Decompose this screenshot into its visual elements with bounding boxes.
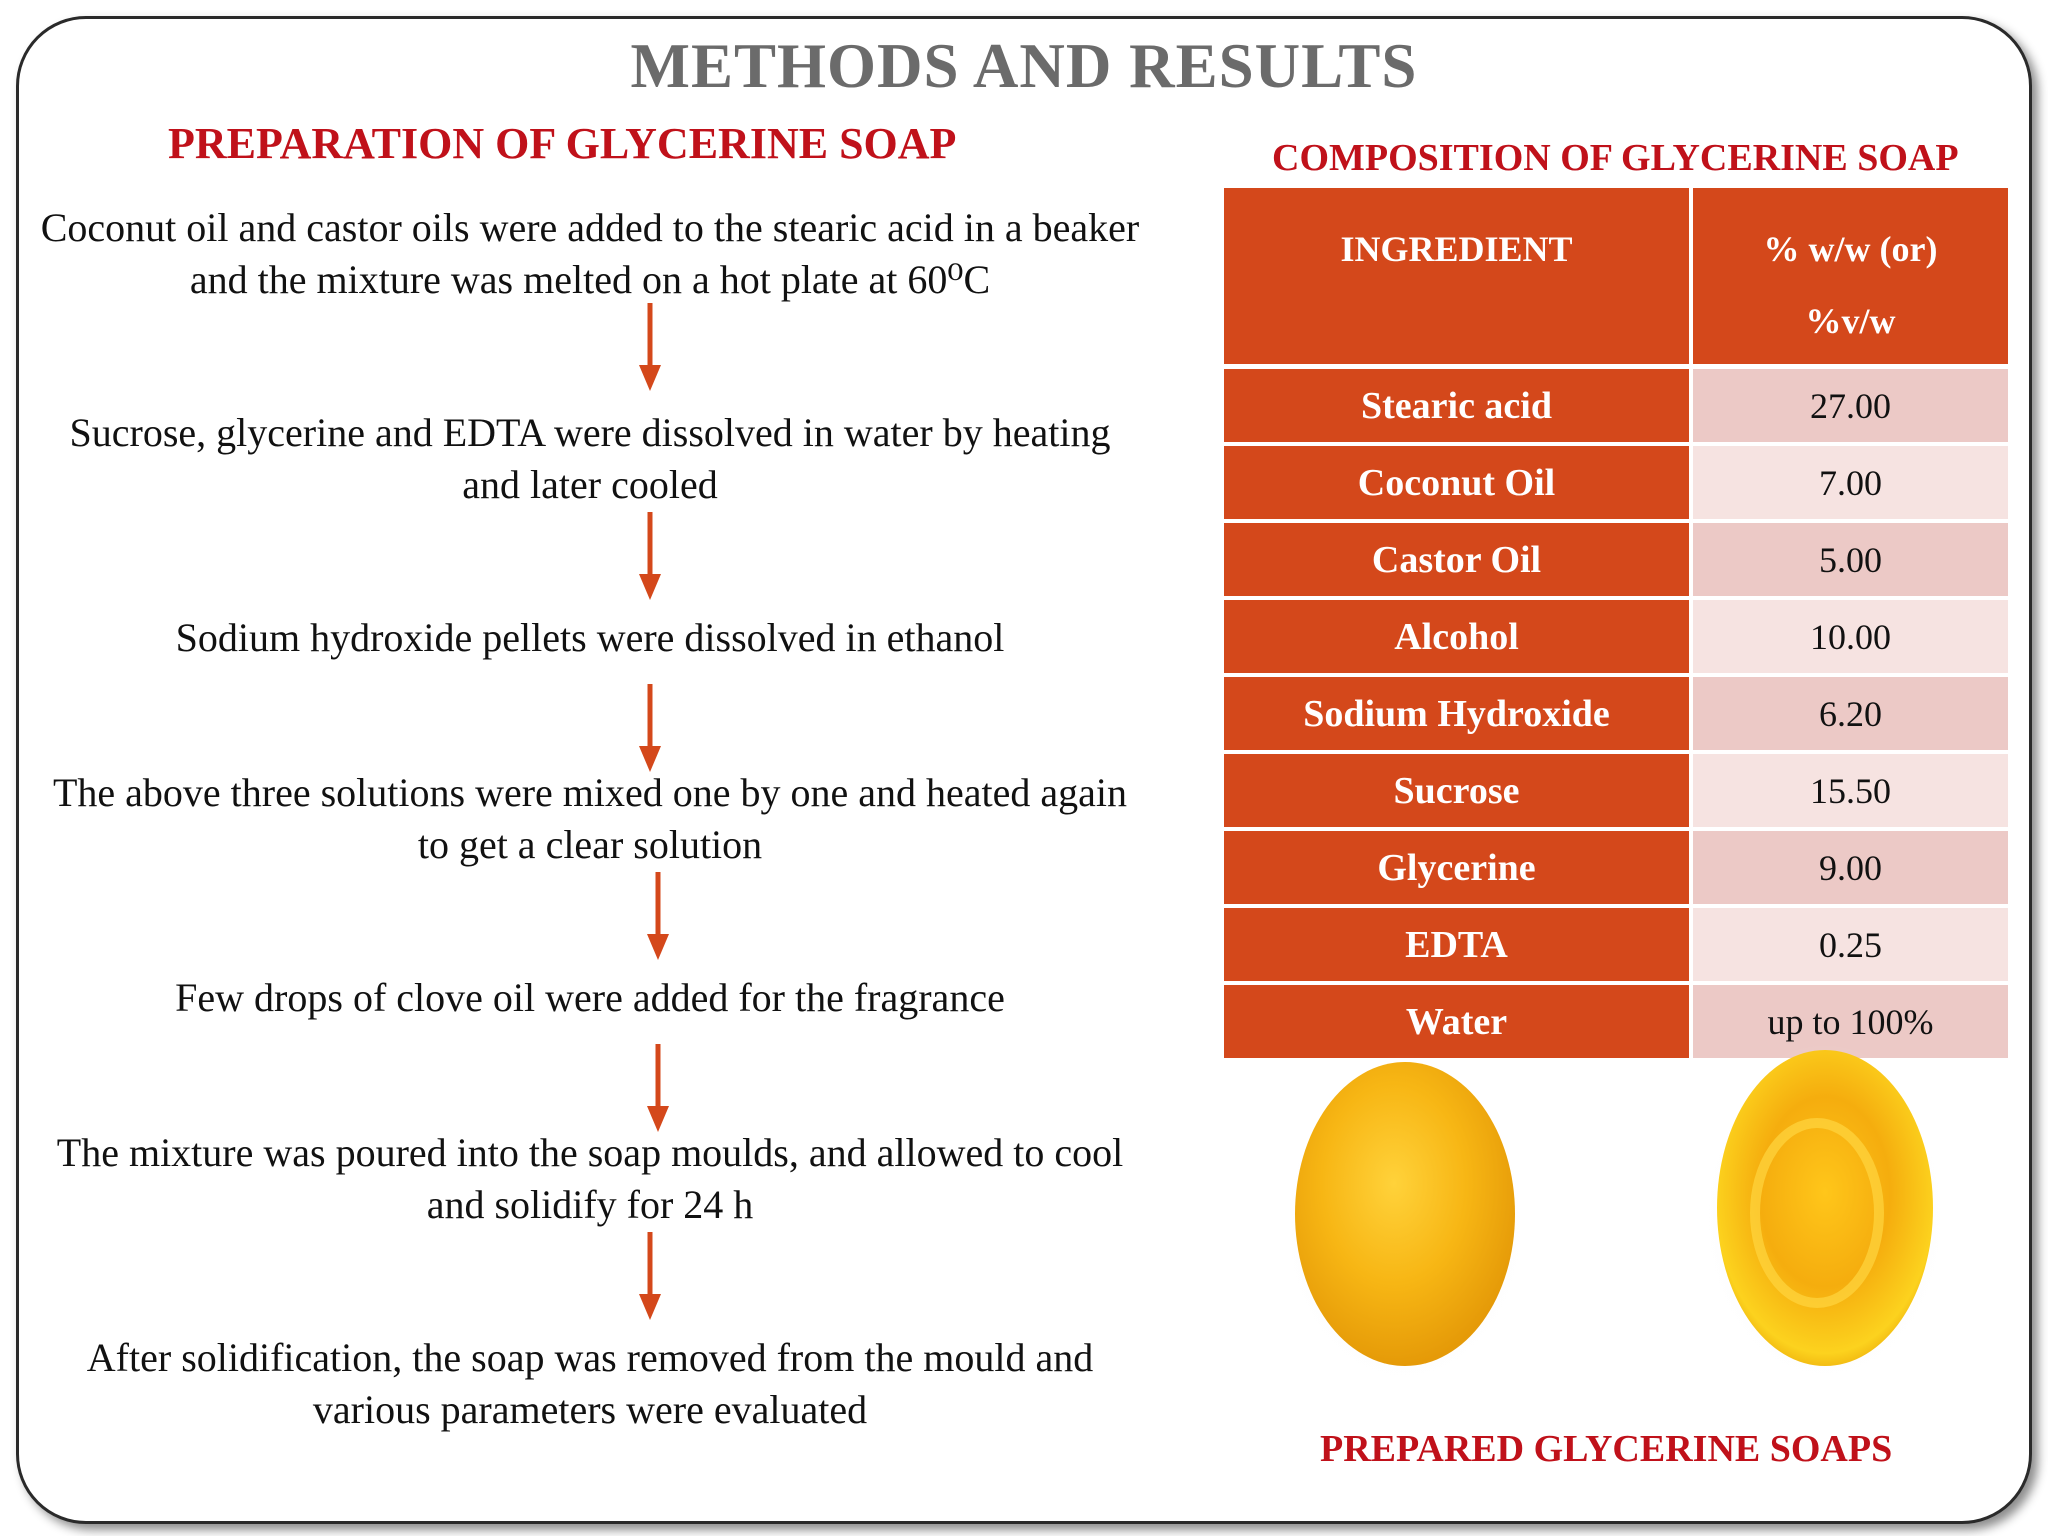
down-arrow-icon: [635, 684, 665, 774]
table-row: [1224, 829, 2008, 906]
ingredient-cell: EDTA: [1224, 906, 1691, 983]
ingredient-cell: Sucrose: [1224, 752, 1691, 829]
down-arrow-icon: [643, 872, 673, 962]
table-row: [1224, 675, 2008, 752]
down-arrow-icon: [635, 512, 665, 602]
flow-step-2: Sucrose, glycerine and EDTA were dissolved in water by heating and later cooled: [69, 410, 1111, 507]
value-cell: 15.50: [1691, 752, 2008, 829]
flow-step-6: The mixture was poured into the soap moulds, and allowed to cool and solidify for 24 h: [56, 1130, 1124, 1227]
table-row: [1224, 906, 2008, 983]
ingredient-cell: Glycerine: [1224, 829, 1691, 906]
value-cell: up to 100%: [1691, 983, 2008, 1060]
column-header-line-2: %v/w: [1805, 301, 1896, 341]
down-arrow-icon: [635, 303, 665, 393]
value-cell: 10.00: [1691, 598, 2008, 675]
ingredient-cell: Castor Oil: [1224, 521, 1691, 598]
soaps-photo: [1205, 1008, 2025, 1408]
ingredient-cell: Coconut Oil: [1224, 444, 1691, 521]
flow-step-4: The above three solutions were mixed one by one and heated again to get a clear solution: [52, 770, 1128, 867]
table-header-row: [1224, 188, 2008, 367]
page-title: METHODS AND RESULTS: [630, 31, 1418, 101]
value-cell: 6.20: [1691, 675, 2008, 752]
table-row: [1224, 367, 2008, 445]
ingredient-cell: Water: [1224, 983, 1691, 1060]
ingredient-cell: Alcohol: [1224, 598, 1691, 675]
column-header-line-1: % w/w (or): [1763, 229, 1938, 269]
composition-table: [1224, 188, 2008, 1043]
composition-heading: COMPOSITION OF GLYCERINE SOAP: [1272, 137, 1959, 179]
value-cell: 7.00: [1691, 444, 2008, 521]
flow-step-5: Few drops of clove oil were added for the fragrance: [175, 975, 1005, 1020]
value-cell: 0.25: [1691, 906, 2008, 983]
column-header-ingredient: INGREDIENT: [1224, 188, 1691, 367]
flow-step-1: Coconut oil and castor oils were added to the stearic acid in a beaker and the mixture was melted on a hot plate at 60⁰C: [40, 205, 1140, 302]
flow-step-3: Sodium hydroxide pellets were dissolved in ethanol: [175, 615, 1005, 660]
table-row: [1224, 598, 2008, 675]
table-row: [1224, 521, 2008, 598]
soap-left: [1295, 1062, 1515, 1366]
table-row: [1224, 752, 2008, 829]
column-header-percentage: [1691, 188, 2008, 367]
ingredient-cell: Stearic acid: [1224, 367, 1691, 445]
flow-step-7: After solidification, the soap was removed from the mould and various parameters were evaluated: [86, 1335, 1094, 1432]
table-row: [1224, 444, 2008, 521]
down-arrow-icon: [635, 1232, 665, 1322]
preparation-heading: PREPARATION OF GLYCERINE SOAP: [168, 119, 957, 168]
value-cell: 9.00: [1691, 829, 2008, 906]
ingredient-cell: Sodium Hydroxide: [1224, 675, 1691, 752]
soap-right: [1717, 1050, 1933, 1366]
value-cell: 27.00: [1691, 367, 2008, 445]
value-cell: 5.00: [1691, 521, 2008, 598]
photo-caption: PREPARED GLYCERINE SOAPS: [1320, 1428, 1893, 1470]
down-arrow-icon: [643, 1044, 673, 1134]
